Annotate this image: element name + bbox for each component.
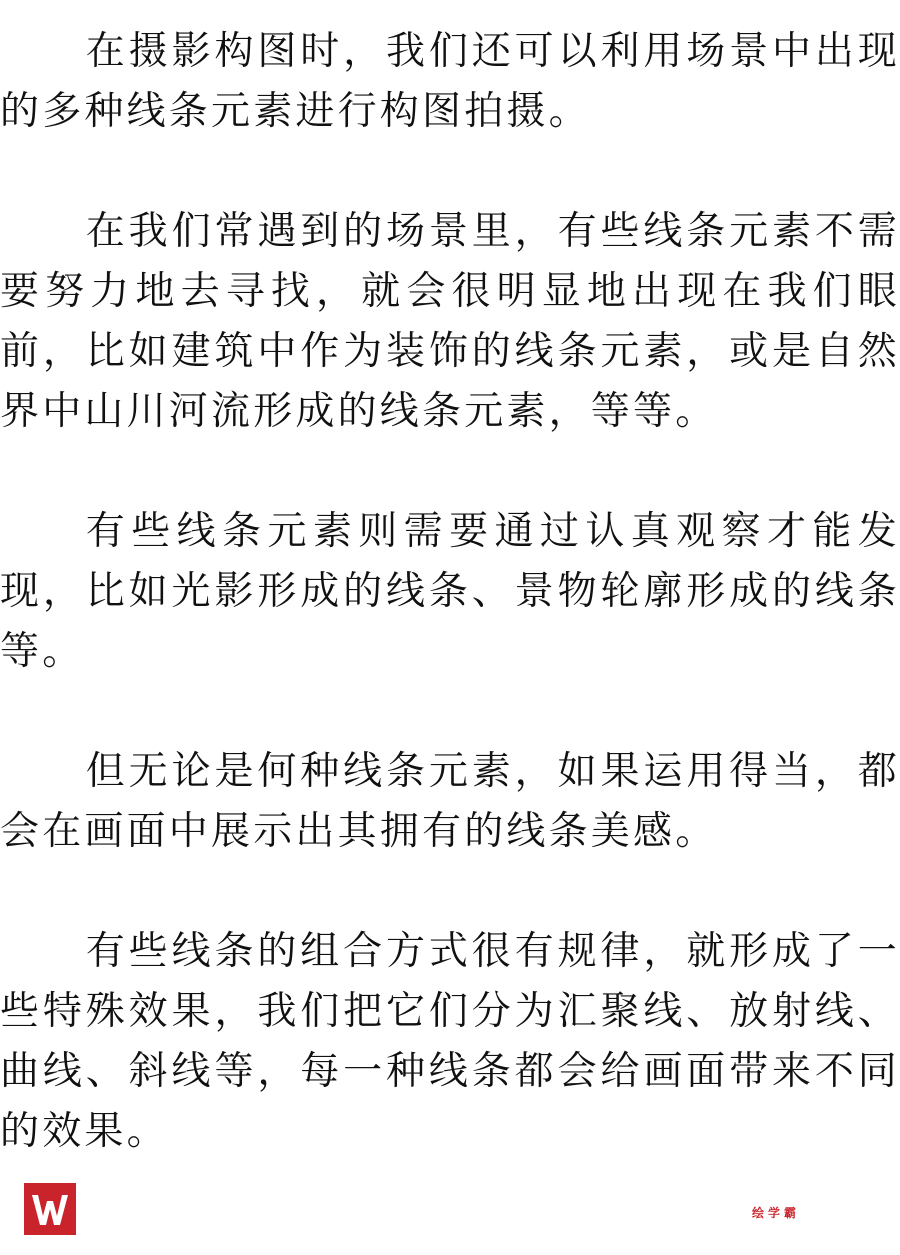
- paragraph-1: 在摄影构图时，我们还可以利用场景中出现的多种线条元素进行构图拍摄。: [0, 29, 900, 134]
- paragraph-3: 有些线条元素则需要通过认真观察才能发现，比如光影形成的线条、景物轮廓形成的线条等。: [0, 509, 900, 674]
- article-body: [0, 22, 900, 1162]
- logo-w-icon: [24, 1183, 76, 1235]
- logo-w-glyph: [24, 1183, 76, 1235]
- paragraph-2: 在我们常遇到的场景里，有些线条元素不需要努力地去寻找，就会很明显地出现在我们眼前，比如建筑中作为装饰的线条元素，或是自然界中山川河流形成的线条元素，等等。: [0, 209, 900, 434]
- paragraph-5: 有些线条的组合方式很有规律，就形成了一些特殊效果，我们把它们分为汇聚线、放射线、曲线、斜线等，每一种线条都会给画面带来不同的效果。: [0, 929, 900, 1154]
- paragraph-4: 但无论是何种线条元素，如果运用得当，都会在画面中展示出其拥有的线条美感。: [0, 749, 900, 854]
- brand-text: 绘学霸: [751, 1206, 800, 1220]
